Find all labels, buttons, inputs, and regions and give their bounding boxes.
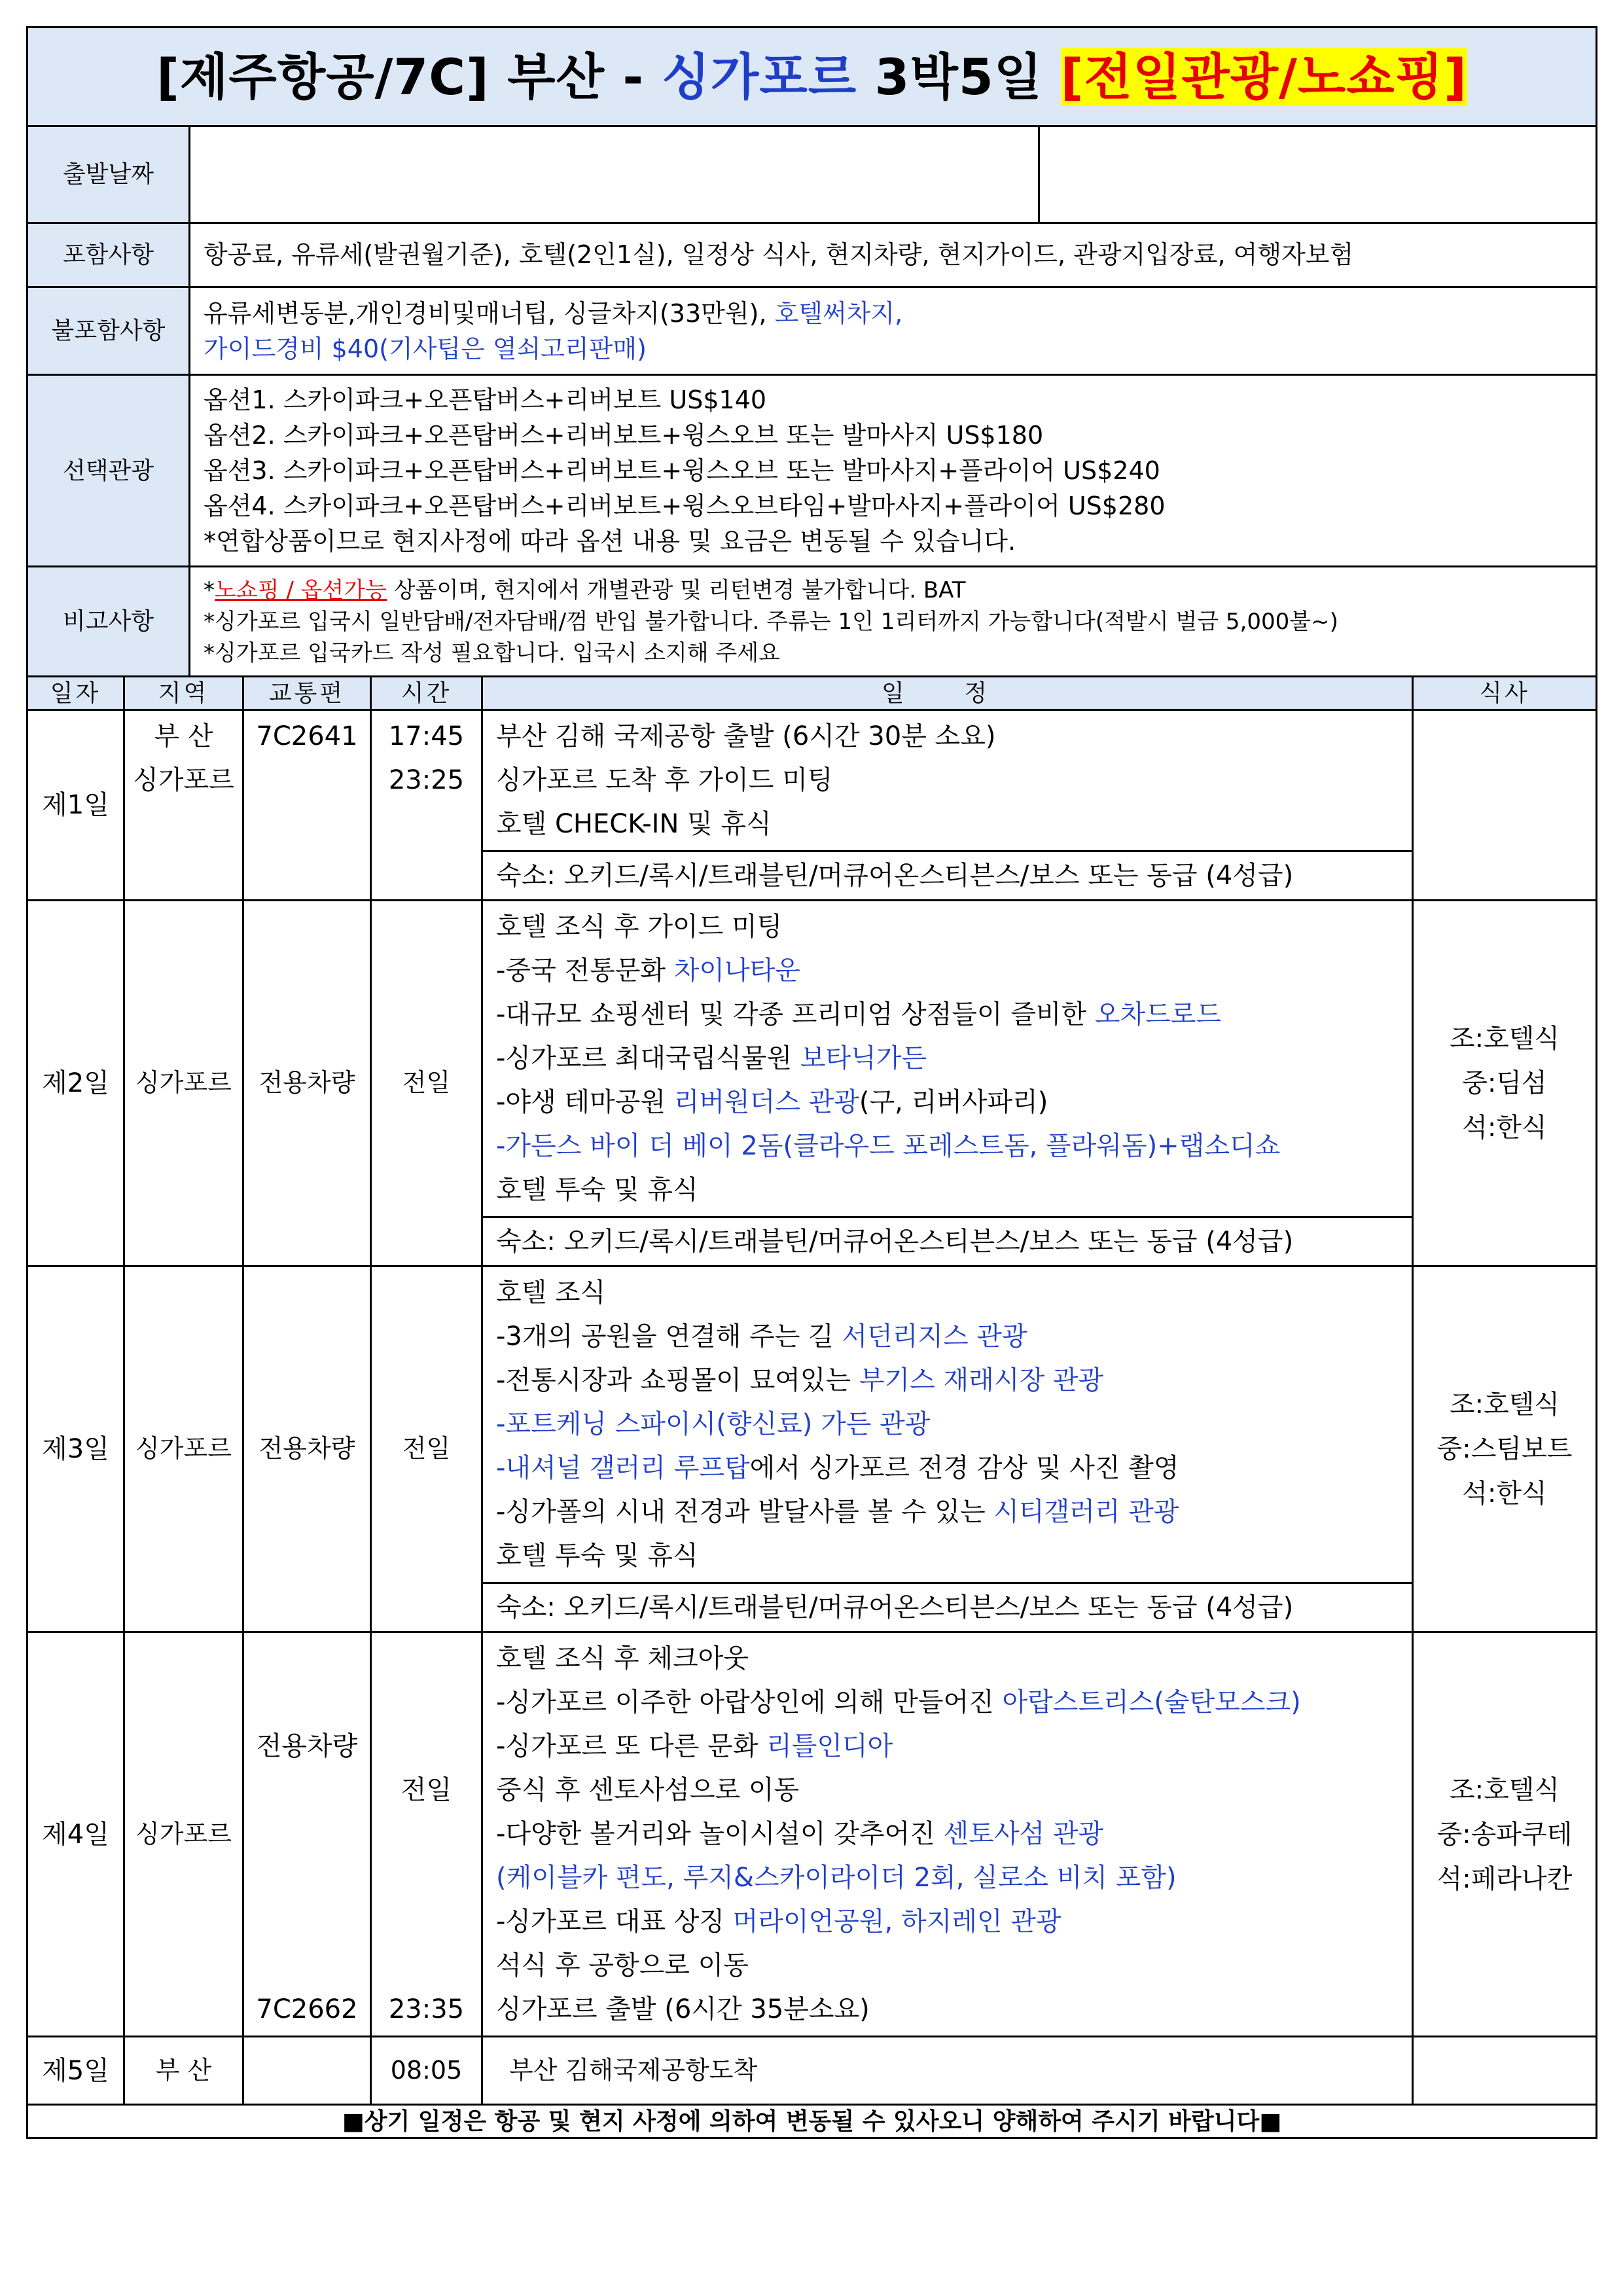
- day3-region: 싱가포르: [124, 1266, 243, 1632]
- itinerary-sheet: [26, 26, 1596, 2139]
- day1-label: 제1일: [27, 710, 124, 901]
- day3-row: [27, 1266, 1597, 1583]
- departure-label: 출발날짜: [27, 126, 190, 223]
- day4-row: [27, 1632, 1597, 2037]
- text-segment: 리틀인디아: [766, 1731, 893, 1761]
- day3-meal-lunch: 중:스팀보트: [1436, 1434, 1573, 1464]
- text-segment: -내셔널 갤러리 루프탑: [496, 1453, 750, 1483]
- text-segment: 시티갤러리 관광: [993, 1497, 1179, 1527]
- day2-meal-breakfast: 조:호텔식: [1449, 1024, 1560, 1054]
- option-2: 옵션2. 스카이파크+오픈탑버스+리버보트+윙스오브 또는 발마사지 US$180: [204, 421, 1044, 450]
- day1-time1: 17:45: [388, 721, 465, 751]
- day3-line3: [496, 1359, 1399, 1403]
- day5-time: 08:05: [371, 2037, 482, 2105]
- day2-line7: 호텔 투숙 및 휴식: [496, 1175, 698, 1205]
- header-table: [26, 26, 1597, 677]
- day4-flight: 7C2662: [256, 1994, 358, 2024]
- day1-line3: 호텔 CHECK-IN 및 휴식: [496, 809, 772, 839]
- day1-meal: [1413, 710, 1597, 901]
- day4-transport1: 전용차량: [256, 1731, 358, 1761]
- day4-line2: [496, 1681, 1399, 1725]
- title-prefix: [제주항공/7C] 부산 -: [156, 47, 662, 106]
- day3-line4: -포트케닝 스파이시(향신료) 가든 관광: [496, 1409, 931, 1439]
- day2-time: 전일: [371, 901, 482, 1266]
- day2-label: 제2일: [27, 901, 124, 1266]
- day2-schedule: [482, 901, 1413, 1217]
- day4-line7: [496, 1900, 1399, 1944]
- col-time: 시간: [371, 677, 482, 710]
- day4-time: [371, 1632, 482, 2037]
- day2-line5: [496, 1081, 1399, 1124]
- day5-transport: [243, 2037, 371, 2105]
- day1-stay: 숙소: 오키드/록시/트래블틴/머큐어온스티븐스/보스 또는 동급 (4성급): [482, 852, 1413, 901]
- title-destination: 싱가포르: [662, 47, 857, 106]
- excluded-label: 불포함사항: [27, 287, 190, 375]
- day1-schedule: [482, 710, 1413, 852]
- day3-line2: [496, 1315, 1399, 1359]
- col-schedule: 일 정: [482, 677, 1413, 710]
- text-segment: -다양한 볼거리와 놀이시설이 갖추어진: [496, 1819, 944, 1849]
- day4-schedule: [482, 1632, 1413, 2037]
- day3-schedule: [482, 1266, 1413, 1583]
- day2-transport: 전용차량: [243, 901, 371, 1266]
- options-label: 선택관광: [27, 375, 190, 567]
- schedule-header-row: [27, 677, 1597, 710]
- day4-region: 싱가포르: [124, 1632, 243, 2037]
- text-segment: 부기스 재래시장 관광: [859, 1365, 1104, 1395]
- text-segment: 머라이언공원, 하지레인 관광: [732, 1907, 1061, 1937]
- day3-meal: [1413, 1266, 1597, 1632]
- day4-line9: 싱가포르 출발 (6시간 35분소요): [496, 1994, 870, 2024]
- remark1-a: *: [204, 577, 215, 603]
- text-segment: 차이나타운: [673, 956, 800, 986]
- day1-region1: 부 산: [154, 721, 213, 751]
- day2-line3: [496, 993, 1399, 1037]
- day4-line3: [496, 1725, 1399, 1768]
- day1-time: [371, 710, 482, 901]
- day1-flight: 7C2641: [256, 721, 358, 751]
- day4-meal-breakfast: 조:호텔식: [1449, 1774, 1560, 1805]
- excluded-line1-b: 호텔써차지,: [774, 298, 903, 328]
- text-segment: -야생 테마공원: [496, 1087, 674, 1117]
- title-highlight: [전일관광/노쇼핑]: [1060, 47, 1467, 106]
- text-segment: 보타닉가든: [800, 1043, 927, 1073]
- text-segment: 에서 싱가포르 전경 감상 및 사진 촬영: [749, 1453, 1179, 1483]
- day2-meal-dinner: 석:한식: [1462, 1113, 1547, 1143]
- day2-stay: 숙소: 오키드/록시/트래블틴/머큐어온스티븐스/보스 또는 동급 (4성급): [482, 1217, 1413, 1266]
- day3-label: 제3일: [27, 1266, 124, 1632]
- day1-line1: 부산 김해 국제공항 출발 (6시간 30분 소요): [496, 721, 996, 751]
- day4-meal-lunch: 중:송파쿠테: [1436, 1819, 1573, 1850]
- day3-time: 전일: [371, 1266, 482, 1632]
- day4-line1: 호텔 조식 후 체크아웃: [496, 1643, 749, 1674]
- excluded-text: [190, 287, 1597, 375]
- option-4: 옵션4. 스카이파크+오픈탑버스+리버보트+윙스오브타임+발마사지+플라이어 US$280: [204, 492, 1166, 520]
- day2-meal: [1413, 901, 1597, 1266]
- excluded-line1-a: 유류세변동분,개인경비및매너팁, 싱글차지(33만원),: [204, 298, 775, 328]
- options-list: [190, 375, 1597, 567]
- remarks-text: [190, 567, 1597, 677]
- text-segment: -대규모 쇼핑센터 및 각종 프리미엄 상점들이 즐비한: [496, 999, 1095, 1030]
- text-segment: -중국 전통문화: [496, 956, 674, 986]
- text-segment: -전통시장과 쇼핑몰이 묘여있는: [496, 1365, 859, 1395]
- day4-label: 제4일: [27, 1632, 124, 2037]
- day3-line5: [496, 1446, 1399, 1490]
- day2-line1: 호텔 조식 후 가이드 미팅: [496, 912, 783, 942]
- day5-row: [27, 2037, 1597, 2105]
- day4-meal: [1413, 1632, 1597, 2037]
- text-segment: 센토사섬 관광: [943, 1819, 1104, 1849]
- option-3: 옵션3. 스카이파크+오픈탑버스+리버보트+윙스오브 또는 발마사지+플라이어 US$240: [204, 456, 1160, 485]
- text-segment: -싱가포르 대표 상징: [496, 1907, 733, 1937]
- remark1-b: 노쇼핑 / 옵션가능: [215, 577, 387, 603]
- day1-transport: [243, 710, 371, 901]
- day1-region2: 싱가포르: [133, 765, 234, 795]
- day2-row: [27, 901, 1597, 1217]
- day3-meal-breakfast: 조:호텔식: [1449, 1390, 1560, 1420]
- schedule-table: [26, 675, 1597, 2139]
- included-text: 항공료, 유류세(발권월기준), 호텔(2인1실), 일정상 식사, 현지차량, 현지가이드, 관광지입장료, 여행자보험: [190, 223, 1597, 287]
- day3-transport: 전용차량: [243, 1266, 371, 1632]
- day5-meal: [1413, 2037, 1597, 2105]
- option-1: 옵션1. 스카이파크+오픈탑버스+리버보트 US$140: [204, 386, 767, 414]
- day4-line8: 석식 후 공항으로 이동: [496, 1950, 749, 1981]
- text-segment: 아랍스트리스(술탄모스크): [1002, 1687, 1301, 1717]
- day3-line1: 호텔 조식: [496, 1278, 606, 1308]
- day4-transport: [243, 1632, 371, 2037]
- remarks-label: 비고사항: [27, 567, 190, 677]
- option-note: *연합상품이므로 현지사정에 따라 옵션 내용 및 요금은 변동될 수 있습니다.: [204, 527, 1016, 556]
- day3-line6: [496, 1490, 1399, 1534]
- day4-line5: [496, 1812, 1399, 1856]
- text-segment: -싱가포르 최대국립식물원: [496, 1043, 800, 1073]
- day1-region: [124, 710, 243, 901]
- day4-line4: 중식 후 센토사섬으로 이동: [496, 1775, 800, 1805]
- text-segment: -싱가포르 이주한 아랍상인에 의해 만들어진: [496, 1687, 1003, 1717]
- day2-line2: [496, 949, 1399, 993]
- excluded-line2: 가이드경비 $40(기사팁은 열쇠고리판매): [204, 334, 647, 363]
- footer-note: ■상기 일정은 항공 및 현지 사정에 의하여 변동될 수 있사오니 양해하여 주시기 바랍니다■: [27, 2105, 1597, 2138]
- day5-label: 제5일: [27, 2037, 124, 2105]
- departure-value: [190, 126, 1039, 223]
- day2-line6: -가든스 바이 더 베이 2돔(클라우드 포레스트돔, 플라워돔)+랩소디쇼: [496, 1131, 1281, 1161]
- departure-extra: [1039, 126, 1597, 223]
- day3-meal-dinner: 석:한식: [1462, 1479, 1547, 1509]
- day1-row: [27, 710, 1597, 852]
- remark1-c: 상품이며, 현지에서 개별관광 및 리턴변경 불가합니다. BAT: [386, 577, 966, 603]
- col-transport: 교통편: [243, 677, 371, 710]
- col-day: 일자: [27, 677, 124, 710]
- day4-line6: (케이블카 편도, 루지&스카이라이더 2회, 실로소 비치 포함): [496, 1863, 1177, 1893]
- remark2: *싱가포르 입국시 일반담배/전자담배/껌 반입 불가합니다. 주류는 1인 1리터까지 가능합니다(적발시 벌금 5,000불~): [204, 608, 1338, 635]
- day2-region: 싱가포르: [124, 901, 243, 1266]
- day5-schedule: 부산 김해국제공항도착: [482, 2037, 1413, 2105]
- title-duration: 3박5일: [857, 47, 1061, 106]
- text-segment: 서던리지스 관광: [842, 1321, 1027, 1352]
- day4-time2: 23:35: [388, 1994, 465, 2024]
- day1-time2: 23:25: [388, 765, 465, 795]
- text-segment: -3개의 공원을 연결해 주는 길: [496, 1321, 842, 1352]
- day3-stay: 숙소: 오키드/록시/트래블틴/머큐어온스티븐스/보스 또는 동급 (4성급): [482, 1583, 1413, 1632]
- page-title: [27, 27, 1597, 126]
- day1-line2: 싱가포르 도착 후 가이드 미팅: [496, 765, 833, 795]
- col-region: 지역: [124, 677, 243, 710]
- day2-line4: [496, 1037, 1399, 1081]
- text-segment: 오차드로드: [1094, 999, 1222, 1030]
- day3-line7: 호텔 투숙 및 휴식: [496, 1541, 698, 1571]
- day4-meal-dinner: 석:페라나칸: [1436, 1863, 1573, 1894]
- col-meal: 식사: [1413, 677, 1597, 710]
- text-segment: -싱가폴의 시내 전경과 발달사를 볼 수 있는: [496, 1497, 994, 1527]
- day5-region: 부 산: [124, 2037, 243, 2105]
- text-segment: -싱가포르 또 다른 문화: [496, 1731, 767, 1761]
- text-segment: 리버원더스 관광: [673, 1087, 859, 1117]
- remark3: *싱가포르 입국카드 작성 필요합니다. 입국시 소지해 주세요: [204, 639, 780, 666]
- text-segment: (구, 리버사파리): [859, 1087, 1048, 1117]
- day2-meal-lunch: 중:딤섬: [1462, 1068, 1547, 1098]
- included-label: 포함사항: [27, 223, 190, 287]
- footer-row: [27, 2105, 1597, 2138]
- day4-time1: 전일: [401, 1775, 452, 1805]
